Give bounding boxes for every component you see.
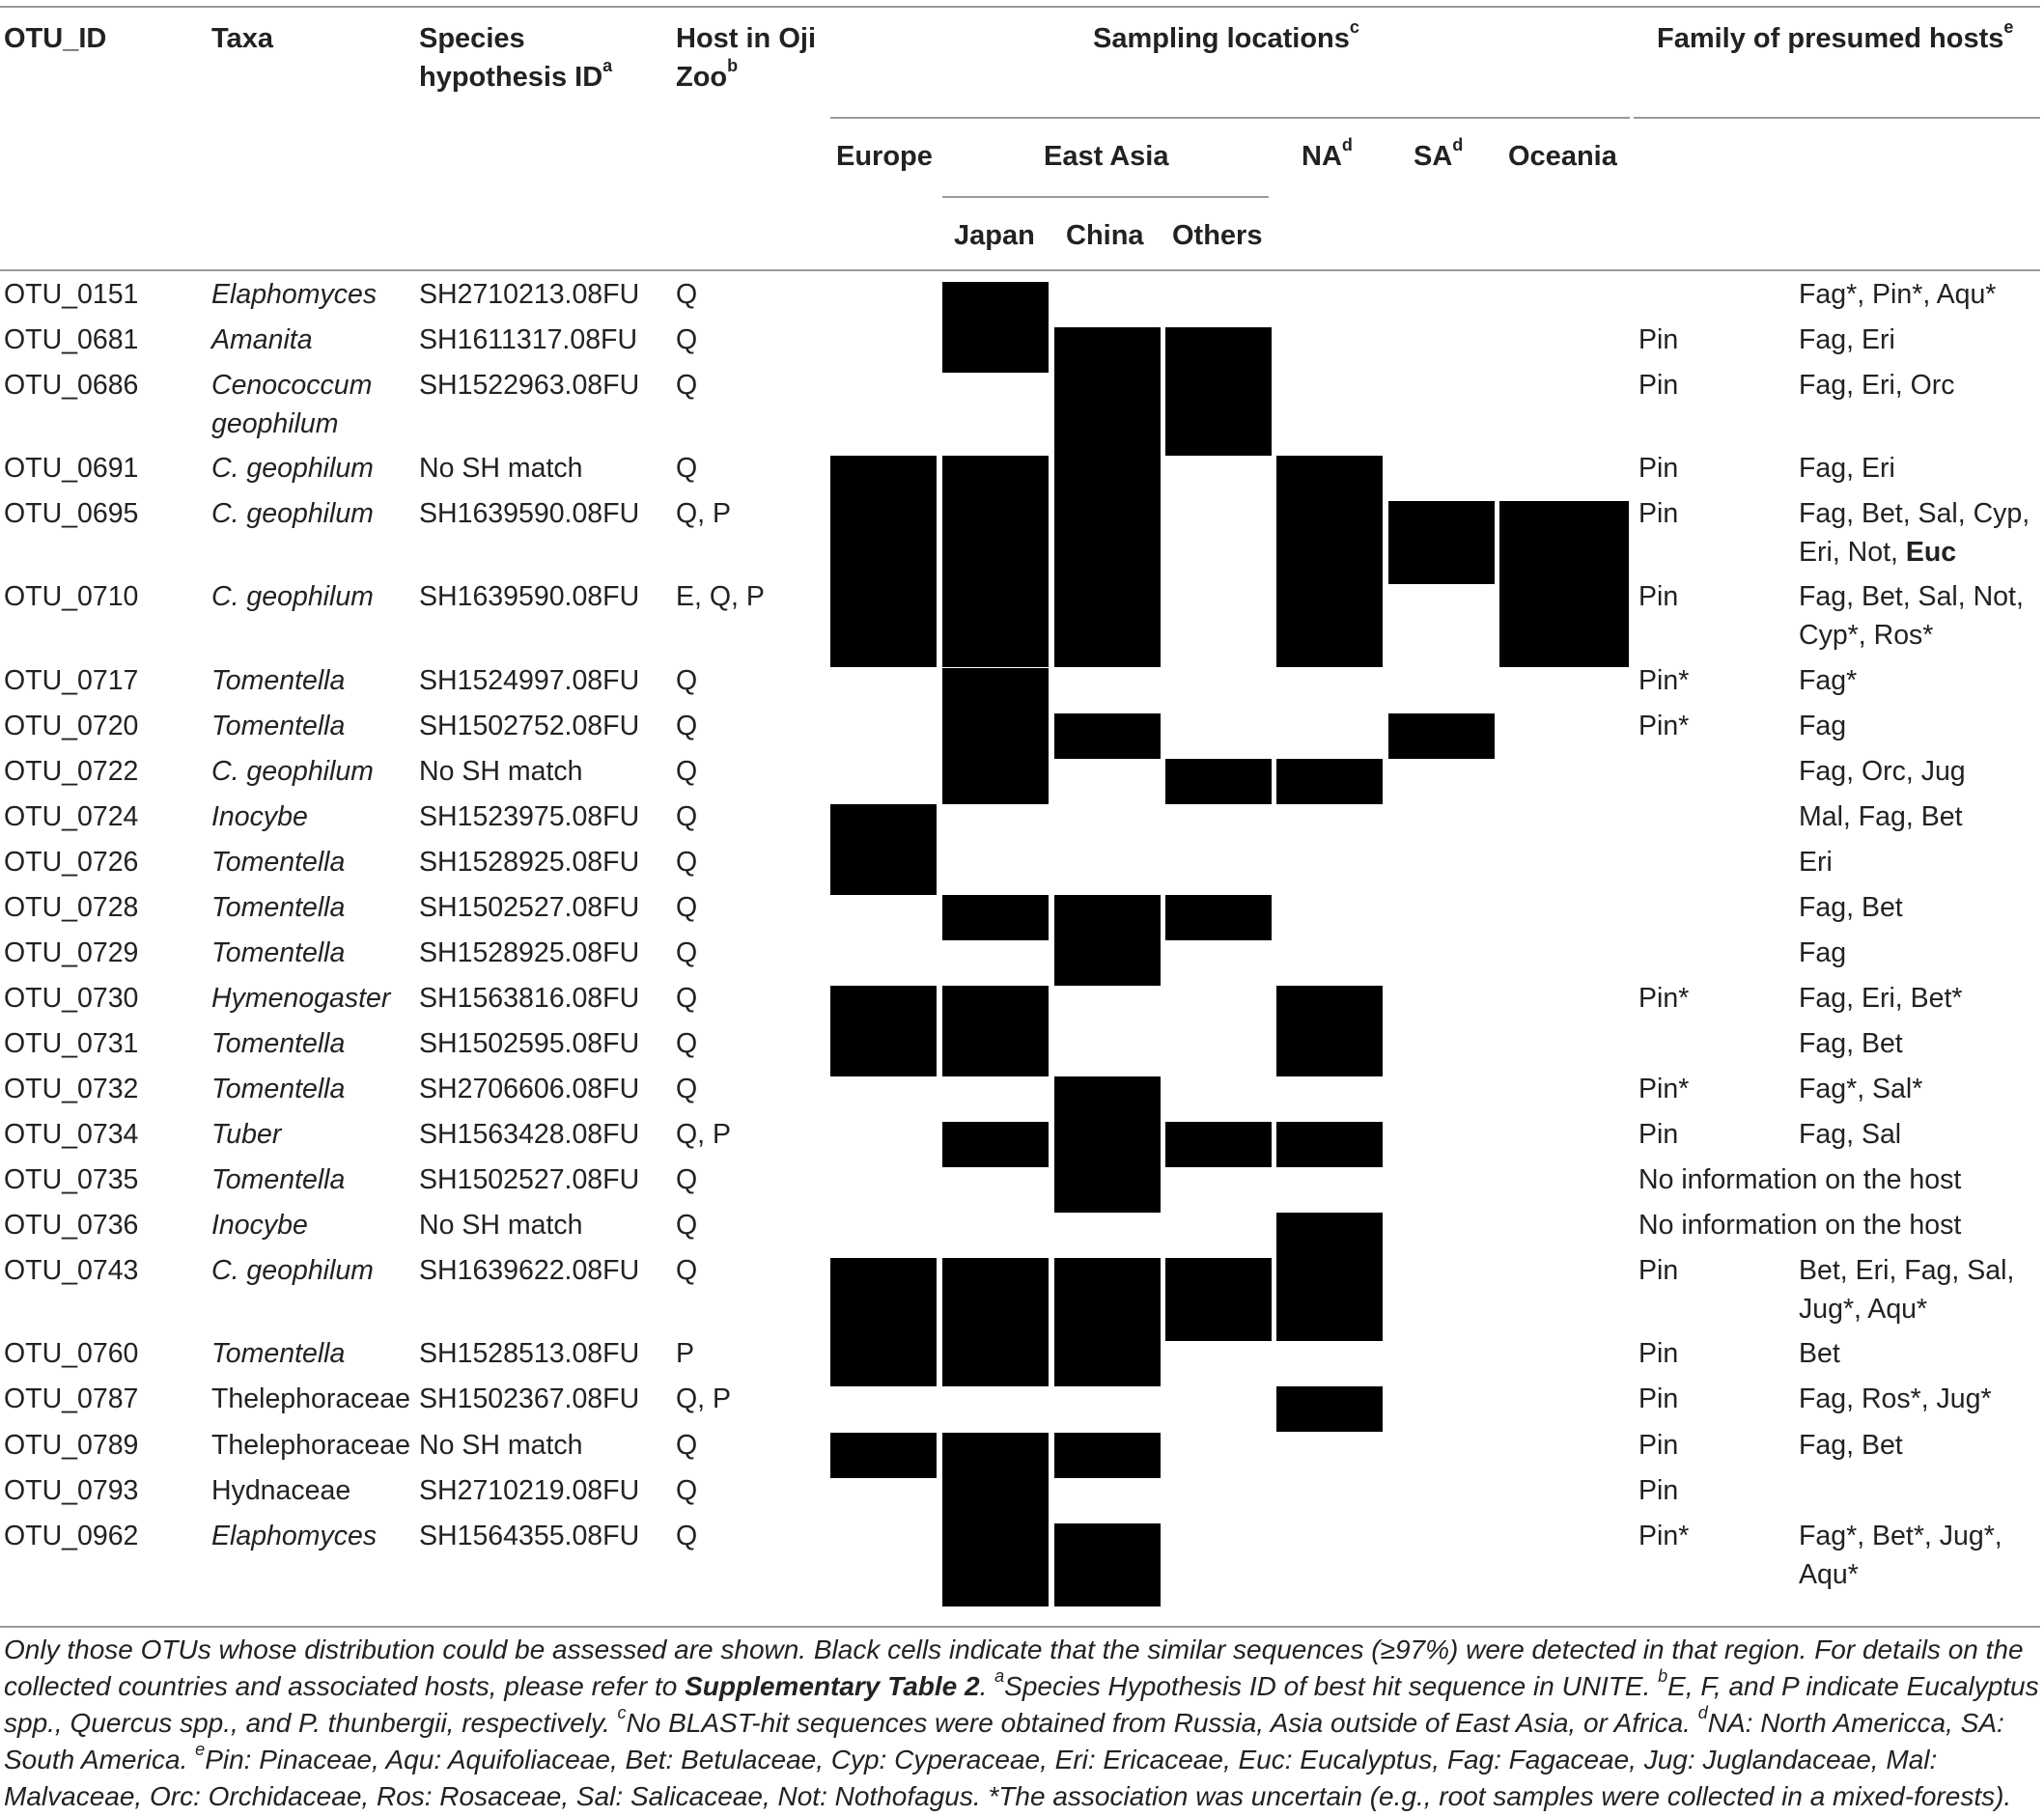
family-cell-line2: Aqu* (1799, 1559, 1859, 1590)
otu-id-cell: OTU_0731 (4, 1028, 139, 1059)
species-hypothesis-cell: No SH match (419, 756, 583, 787)
presence-cell-japan (942, 759, 1049, 804)
header-europe: Europe (836, 141, 933, 172)
otu-id-cell: OTU_0726 (4, 847, 139, 878)
presence-cell-china (1054, 1433, 1161, 1478)
host-cell: Q, P (676, 1383, 732, 1414)
taxa-cell: C. geophilum (211, 1255, 374, 1286)
presence-cell-japan (942, 668, 1049, 713)
header-species-hypothesis: Species (419, 23, 525, 54)
header-bottom-rule (0, 269, 2040, 271)
header-japan: Japan (954, 220, 1035, 251)
taxa-cell: Cenococcum geophilum (211, 370, 373, 439)
otu-id-cell: OTU_0735 (4, 1164, 139, 1195)
taxa-cell: Elaphomyces (211, 279, 378, 310)
pin-cell: No information on the host (1638, 1164, 1962, 1195)
host-cell: Q (676, 324, 698, 355)
family-cell: Bet (1799, 1338, 1840, 1369)
presence-cell-europe (830, 986, 937, 1031)
host-cell: Q (676, 1028, 698, 1059)
otu-id-cell: OTU_0730 (4, 983, 139, 1014)
header-host: Host in Oji (676, 23, 816, 54)
presence-cell-japan (942, 584, 1049, 667)
presence-cell-europe (830, 850, 937, 895)
presence-cell-china (1054, 584, 1161, 667)
species-hypothesis-cell: SH1639622.08FU (419, 1255, 640, 1286)
presence-cell-na (1276, 456, 1383, 501)
host-cell: Q (676, 756, 698, 787)
taxa-cell: Tuber (211, 1119, 282, 1150)
host-cell: Q (676, 370, 698, 401)
taxa-cell: Thelephoraceae (211, 1383, 410, 1414)
host-cell: Q (676, 847, 698, 878)
taxa-cell: Tomentella (211, 1164, 346, 1195)
east-asia-rule (942, 196, 1269, 198)
presence-cell-others (1165, 1258, 1272, 1341)
taxa-cell: Hymenogaster (211, 983, 391, 1014)
presence-cell-japan (942, 1031, 1049, 1076)
host-cell: Q (676, 1521, 698, 1551)
host-cell: Q (676, 1210, 698, 1241)
family-cell: Fag, Bet, Sal, Not, (1799, 581, 2024, 612)
pin-cell: No information on the host (1638, 1210, 1962, 1241)
species-hypothesis-cell: SH1502527.08FU (419, 1164, 640, 1195)
otu-id-cell: OTU_0743 (4, 1255, 139, 1286)
header-host-line2: Zoo$^b$ (676, 56, 739, 93)
taxa-cell: C. geophilum (211, 581, 374, 612)
family-cell: Fag*, Pin*, Aqu* (1799, 279, 1997, 310)
species-hypothesis-cell: SH1522963.08FU (419, 370, 640, 401)
presence-cell-japan (942, 1478, 1049, 1523)
presence-cell-china (1054, 327, 1161, 373)
otu-id-cell: OTU_0793 (4, 1475, 139, 1506)
species-hypothesis-cell: SH1502527.08FU (419, 892, 640, 923)
presence-cell-china (1054, 1122, 1161, 1167)
otu-id-cell: OTU_0681 (4, 324, 139, 355)
otu-id-cell: OTU_0962 (4, 1521, 139, 1551)
host-cell: Q (676, 801, 698, 832)
family-cell: Fag, Eri (1799, 324, 1895, 355)
presence-cell-others (1165, 1122, 1272, 1167)
species-hypothesis-cell: SH1528925.08FU (419, 847, 640, 878)
presence-cell-china (1054, 1523, 1161, 1606)
presence-cell-na (1276, 1213, 1383, 1258)
species-hypothesis-cell: SH1502752.08FU (419, 711, 640, 741)
species-hypothesis-cell: SH1528513.08FU (419, 1338, 640, 1369)
presence-cell-japan (942, 501, 1049, 584)
otu-id-cell: OTU_0151 (4, 279, 139, 310)
species-hypothesis-cell: SH1502367.08FU (419, 1383, 640, 1414)
family-cell: Fag, Bet (1799, 1430, 1903, 1461)
otu-id-cell: OTU_0720 (4, 711, 139, 741)
header-na: $NA^d$ (1302, 135, 1353, 172)
presence-cell-china (1054, 373, 1161, 456)
family-cell: Fag* (1799, 665, 1858, 696)
pin-cell: Pin (1638, 1383, 1679, 1414)
presence-cell-japan (942, 1122, 1049, 1167)
pin-cell: Pin (1638, 498, 1679, 529)
header-china: China (1066, 220, 1144, 251)
host-cell: Q (676, 665, 698, 696)
footnote: Only those OTUs whose distribution could be assessed are shown. Black cells indicate that the similar sequences (≥97%) were detected in that region. For details on the collected countries and associated hosts, please refer to Supplementary Table 2. $^a$Species Hypothesis ID of best hit sequence in UNITE. $^b$E, F, and P indicate Eucalyptus spp., Quercus spp., and P. thunbergii, respectively. $^c$No BLAST-hit sequences were obtained from Russia, Asia outside of East Asia, or Africa. $^d$NA: North Americca, SA: South America. $^e$Pin: Pinaceae, Aqu: Aquifoliaceae, Bet: Betulaceae, Cyp: Cyperaceae, Eri: Ericaceae, Euc: Eucalyptus, Fag: Fagaceae, Jug: Juglandaceae, Mal: Malvaceae, Orc: Orchidaceae, Ros: Rosaceae, Sal: Salicaceae, Not: Nothofagus. *The association was uncertain (e.g., root samples were collected in a mixed-forests). (4, 1634, 2039, 1811)
presence-cell-na (1276, 759, 1383, 804)
otu-id-cell: OTU_0736 (4, 1210, 139, 1241)
host-cell: Q (676, 1164, 698, 1195)
species-hypothesis-cell: SH1564355.08FU (419, 1521, 640, 1551)
otu-id-cell: OTU_0710 (4, 581, 139, 612)
pin-cell: Pin* (1638, 1074, 1690, 1104)
presence-cell-others (1165, 373, 1272, 456)
species-hypothesis-cell: SH1524997.08FU (419, 665, 640, 696)
presence-cell-china (1054, 456, 1161, 501)
presence-cell-others (1165, 759, 1272, 804)
taxa-cell: Tomentella (211, 892, 346, 923)
otu-id-cell: OTU_0717 (4, 665, 139, 696)
pin-cell: Pin (1638, 1338, 1679, 1369)
species-hypothesis-cell: SH1611317.08FU (419, 324, 638, 355)
presence-cell-sa (1388, 501, 1495, 584)
family-cell: Fag (1799, 711, 1847, 741)
presence-cell-japan (942, 327, 1049, 373)
host-cell: Q (676, 983, 698, 1014)
taxa-cell: Tomentella (211, 665, 346, 696)
presence-cell-japan (942, 1341, 1049, 1386)
header-species-hypothesis-line2: hypothesis $ID^a$ (419, 56, 613, 93)
family-cell: Fag, Orc, Jug (1799, 756, 1966, 787)
host-cell: Q, P (676, 498, 732, 529)
family-cell: Fag*, Sal* (1799, 1074, 1923, 1104)
presence-cell-china (1054, 1258, 1161, 1341)
taxa-cell: C. geophilum (211, 498, 374, 529)
otu-id-cell: OTU_0789 (4, 1430, 139, 1461)
pin-cell: Pin (1638, 1475, 1679, 1506)
family-cell: Fag, Bet, Sal, Cyp, (1799, 498, 2030, 529)
presence-cell-europe (830, 1258, 937, 1341)
sampling-rule (830, 117, 1630, 119)
host-cell: Q (676, 711, 698, 741)
presence-cell-japan (942, 713, 1049, 759)
species-hypothesis-cell: SH2710213.08FU (419, 279, 640, 310)
presence-cell-china (1054, 1167, 1161, 1213)
family-cell: Fag, Eri, Bet* (1799, 983, 1963, 1014)
taxa-cell: Inocybe (211, 801, 308, 832)
species-hypothesis-cell: SH1639590.08FU (419, 498, 640, 529)
species-hypothesis-cell: SH2706606.08FU (419, 1074, 640, 1104)
otu-id-cell: OTU_0787 (4, 1383, 139, 1414)
taxa-cell: Tomentella (211, 847, 346, 878)
presence-cell-na (1276, 1031, 1383, 1076)
presence-cell-japan (942, 456, 1049, 501)
taxa-cell: Tomentella (211, 937, 346, 968)
presence-cell-others (1165, 327, 1272, 373)
otu-id-cell: OTU_0728 (4, 892, 139, 923)
presence-cell-europe (830, 1341, 937, 1386)
presence-cell-japan (942, 895, 1049, 940)
presence-cell-na (1276, 584, 1383, 667)
pin-cell: Pin (1638, 1119, 1679, 1150)
pin-cell: Pin* (1638, 1521, 1690, 1551)
presence-cell-china (1054, 1076, 1161, 1122)
presence-cell-japan (942, 1523, 1049, 1606)
species-hypothesis-cell: SH1639590.08FU (419, 581, 640, 612)
host-cell: Q (676, 1074, 698, 1104)
otu-id-cell: OTU_0760 (4, 1338, 139, 1369)
header-family-hosts: Family of presumed hosts$^e$ (1657, 17, 2014, 54)
presence-cell-na (1276, 1122, 1383, 1167)
family-cell: Mal, Fag, Bet (1799, 801, 1963, 832)
presence-cell-na (1276, 986, 1383, 1031)
host-cell: E, Q, P (676, 581, 765, 612)
taxa-cell: Tomentella (211, 1338, 346, 1369)
header-taxa: Taxa (211, 23, 273, 54)
presence-cell-china (1054, 501, 1161, 584)
presence-cell-japan (942, 282, 1049, 327)
family-cell: Fag, Sal (1799, 1119, 1902, 1150)
pin-cell: Pin (1638, 1430, 1679, 1461)
header-oceania: Oceania (1508, 141, 1617, 172)
header-others: Others (1172, 220, 1263, 251)
family-cell: Fag, Eri (1799, 453, 1895, 484)
pin-cell: Pin (1638, 581, 1679, 612)
presence-cell-sa (1388, 713, 1495, 759)
presence-cell-europe (830, 804, 937, 850)
otu-id-cell: OTU_0686 (4, 370, 139, 401)
host-cell: Q (676, 453, 698, 484)
presence-cell-na (1276, 1258, 1383, 1341)
presence-cell-na (1276, 501, 1383, 584)
header-sa: $SA^d$ (1414, 135, 1464, 172)
family-cell-line2: Jug*, Aqu* (1799, 1294, 1928, 1325)
family-cell: Fag*, Bet*, Jug*, (1799, 1521, 2002, 1551)
presence-cell-japan (942, 986, 1049, 1031)
family-cell: Fag (1799, 937, 1847, 968)
otu-id-cell: OTU_0724 (4, 801, 139, 832)
species-hypothesis-cell: No SH match (419, 453, 583, 484)
taxa-cell: Thelephoraceae (211, 1430, 410, 1461)
presence-cell-japan (942, 1258, 1049, 1341)
pin-cell: Pin (1638, 1255, 1679, 1286)
presence-cell-others (1165, 895, 1272, 940)
presence-cell-china (1054, 895, 1161, 940)
taxa-cell: C. geophilum (211, 453, 374, 484)
presence-cell-china (1054, 713, 1161, 759)
header-sampling-locations: Sampling locations$^c$ (1093, 17, 1359, 54)
species-hypothesis-cell: No SH match (419, 1430, 583, 1461)
host-cell: Q (676, 279, 698, 310)
species-hypothesis-cell: SH1563428.08FU (419, 1119, 640, 1150)
species-hypothesis-cell: SH1502595.08FU (419, 1028, 640, 1059)
family-cell: Eri (1799, 847, 1833, 878)
otu-id-cell: OTU_0729 (4, 937, 139, 968)
host-cell: Q (676, 937, 698, 968)
taxa-cell: Tomentella (211, 1074, 346, 1104)
otu-id-cell: OTU_0722 (4, 756, 139, 787)
presence-cell-europe (830, 456, 937, 501)
family-rule (1634, 117, 2040, 119)
pin-cell: Pin* (1638, 983, 1690, 1014)
pin-cell: Pin (1638, 324, 1679, 355)
taxa-cell: C. geophilum (211, 756, 374, 787)
otu-id-cell: OTU_0695 (4, 498, 139, 529)
taxa-cell: Elaphomyces (211, 1521, 378, 1551)
header-otu-id: OTU_ID (4, 23, 107, 54)
otu-id-cell: OTU_0734 (4, 1119, 139, 1150)
presence-cell-europe (830, 1433, 937, 1478)
otu-id-cell: OTU_0732 (4, 1074, 139, 1104)
host-cell: Q (676, 1255, 698, 1286)
host-cell: P (676, 1338, 695, 1369)
species-hypothesis-cell: SH2710219.08FU (419, 1475, 640, 1506)
family-cell-line2: Eri, Not, Euc (1799, 537, 1957, 568)
species-hypothesis-cell: SH1528925.08FU (419, 937, 640, 968)
taxa-cell: Inocybe (211, 1210, 308, 1241)
presence-cell-europe (830, 584, 937, 667)
taxa-cell: Hydnaceae (211, 1475, 351, 1506)
host-cell: Q (676, 892, 698, 923)
otu-id-cell: OTU_0691 (4, 453, 139, 484)
family-cell: Bet, Eri, Fag, Sal, (1799, 1255, 2015, 1286)
header-east-asia: East Asia (1044, 141, 1169, 172)
family-cell: Fag, Ros*, Jug* (1799, 1383, 1992, 1414)
host-cell: Q (676, 1475, 698, 1506)
pin-cell: Pin* (1638, 665, 1690, 696)
taxa-cell: Amanita (211, 324, 313, 355)
family-cell: Fag, Eri, Orc (1799, 370, 1955, 401)
host-cell: Q, P (676, 1119, 732, 1150)
presence-cell-europe (830, 501, 937, 584)
table-bottom-rule (0, 1626, 2040, 1628)
species-hypothesis-cell: SH1563816.08FU (419, 983, 640, 1014)
presence-cell-japan (942, 1433, 1049, 1478)
presence-cell-china (1054, 940, 1161, 986)
family-cell: Fag, Bet (1799, 1028, 1903, 1059)
family-cell-line2: Cyp*, Ros* (1799, 620, 1934, 651)
pin-cell: Pin* (1638, 711, 1690, 741)
species-hypothesis-cell: No SH match (419, 1210, 583, 1241)
presence-cell-europe (830, 1031, 937, 1076)
family-cell: Fag, Bet (1799, 892, 1903, 923)
top-rule (0, 6, 2040, 8)
host-cell: Q (676, 1430, 698, 1461)
taxa-cell: Tomentella (211, 711, 346, 741)
presence-cell-oceania (1499, 584, 1629, 667)
pin-cell: Pin (1638, 453, 1679, 484)
species-hypothesis-cell: SH1523975.08FU (419, 801, 640, 832)
pin-cell: Pin (1638, 370, 1679, 401)
presence-cell-na (1276, 1386, 1383, 1432)
presence-cell-oceania (1499, 501, 1629, 584)
taxa-cell: Tomentella (211, 1028, 346, 1059)
presence-cell-china (1054, 1341, 1161, 1386)
